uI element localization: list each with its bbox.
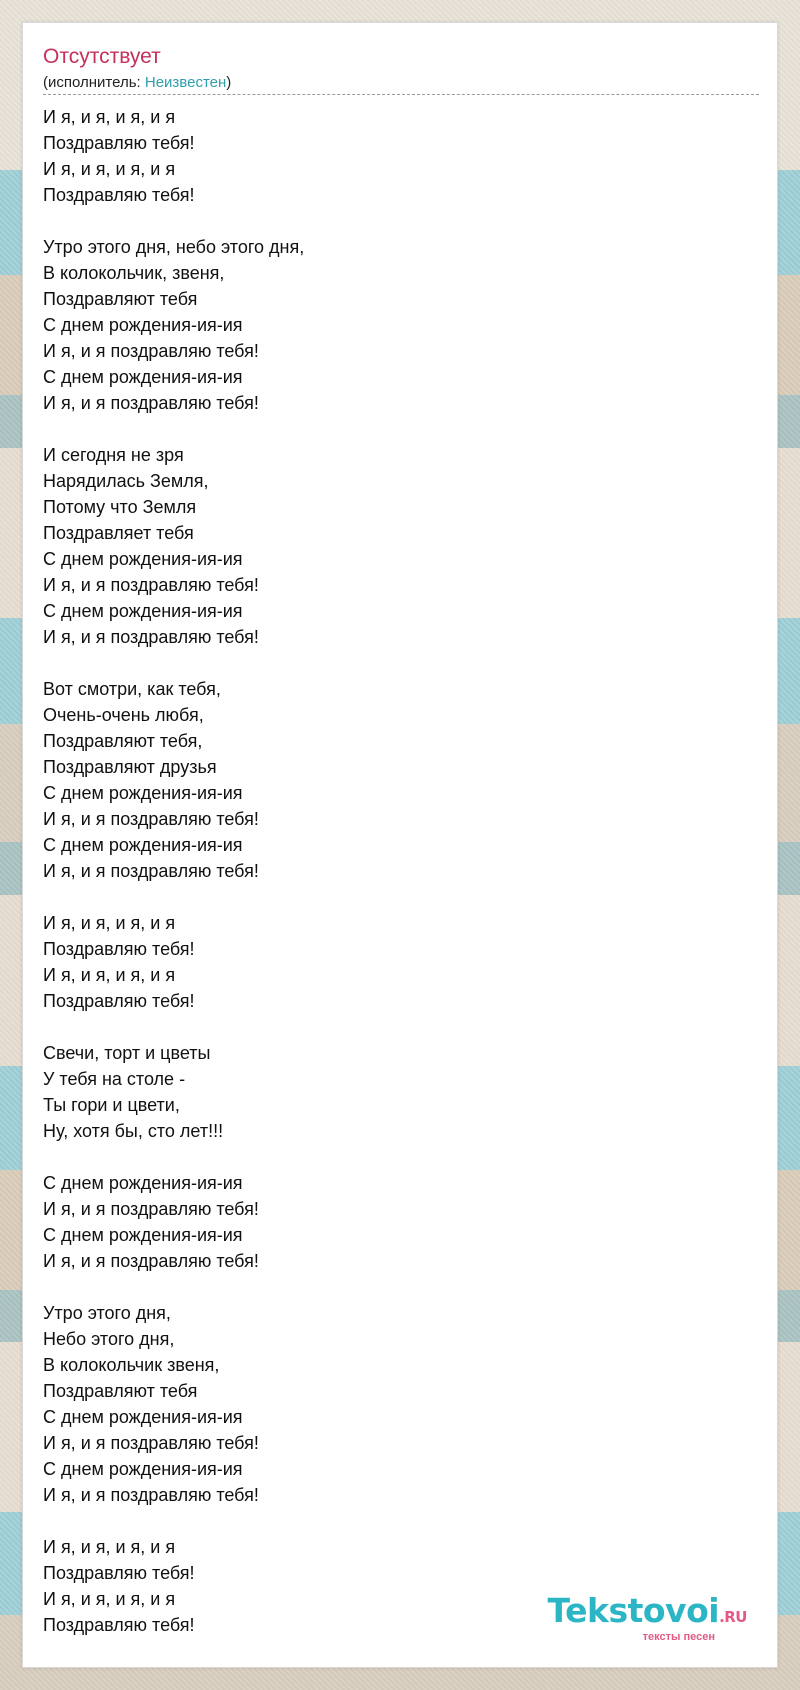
lyrics-line: Ты гори и цвети, [43, 1095, 180, 1115]
lyrics-line: Поздравляю тебя! [43, 991, 195, 1011]
lyrics-line: И я, и я поздравляю тебя! [43, 575, 259, 595]
logo-tld: .RU [719, 1608, 747, 1626]
lyrics-line: Поздравляет тебя [43, 523, 194, 543]
lyrics-line: Потому что Земля [43, 497, 197, 517]
lyrics-stanza [43, 442, 743, 650]
lyrics-line: И я, и я поздравляю тебя! [43, 341, 259, 361]
site-logo[interactable] [547, 1591, 747, 1643]
lyrics-line: С днем рождения-ия-ия [43, 601, 243, 621]
artist-suffix: ) [226, 74, 232, 91]
lyrics-line: И я, и я, и я, и я [43, 965, 176, 985]
logo-wordmark [547, 1591, 747, 1634]
lyrics-line: Вот смотри, как тебя, [43, 679, 221, 699]
lyrics-line: Поздравляют тебя, [43, 731, 203, 751]
lyrics-line: Поздравляют друзья [43, 757, 217, 777]
artist-line [43, 74, 231, 91]
logo-tagline: тексты песен [642, 1631, 715, 1643]
lyrics-line: Небо этого дня, [43, 1329, 175, 1349]
lyrics-line: Очень-очень любя, [43, 705, 204, 725]
lyrics-line: Свечи, торт и цветы [43, 1043, 211, 1063]
lyrics-line: С днем рождения-ия-ия [43, 367, 243, 387]
lyrics-stanza [43, 910, 743, 1014]
lyrics-line: И я, и я поздравляю тебя! [43, 1199, 259, 1219]
lyrics-line: И сегодня не зря [43, 445, 184, 465]
lyrics-line: И я, и я, и я, и я [43, 159, 176, 179]
lyrics-line: С днем рождения-ия-ия [43, 783, 243, 803]
lyrics-line: В колокольчик звеня, [43, 1355, 220, 1375]
lyrics-line: Утро этого дня, небо этого дня, [43, 237, 305, 257]
lyrics-stanza [43, 676, 743, 884]
lyrics-line: С днем рождения-ия-ия [43, 1459, 243, 1479]
lyrics-stanza [43, 1300, 743, 1508]
artist-link[interactable]: Неизвестен [144, 74, 227, 91]
lyrics-line: И я, и я поздравляю тебя! [43, 809, 259, 829]
lyrics-line: С днем рождения-ия-ия [43, 1173, 243, 1193]
lyrics-line: Нарядилась Земля, [43, 471, 209, 491]
lyrics-line: Поздравляю тебя! [43, 1615, 195, 1635]
lyrics-line: Поздравляю тебя! [43, 133, 195, 153]
lyrics-line: Утро этого дня, [43, 1303, 171, 1323]
lyrics-line: Поздравляют тебя [43, 289, 198, 309]
song-title: Отсутствует [43, 45, 161, 68]
lyrics-line: И я, и я, и я, и я [43, 913, 176, 933]
artist-prefix: (исполнитель: [43, 74, 145, 91]
lyrics-line: С днем рождения-ия-ия [43, 549, 243, 569]
lyrics-line: И я, и я поздравляю тебя! [43, 861, 259, 881]
lyrics-line: В колокольчик, звеня, [43, 263, 225, 283]
lyrics-line: С днем рождения-ия-ия [43, 1407, 243, 1427]
lyrics-card [22, 22, 778, 1668]
lyrics-stanza [43, 1170, 743, 1274]
lyrics-line: Поздравляю тебя! [43, 1563, 195, 1583]
lyrics-stanza [43, 234, 743, 416]
lyrics-line: У тебя на столе - [43, 1069, 186, 1089]
lyrics-line: С днем рождения-ия-ия [43, 315, 243, 335]
lyrics-line: Поздравляю тебя! [43, 939, 195, 959]
lyrics-line: И я, и я, и я, и я [43, 1589, 176, 1609]
lyrics-line: И я, и я, и я, и я [43, 1537, 176, 1557]
title-divider [43, 94, 759, 95]
lyrics-line: Ну, хотя бы, сто лет!!! [43, 1121, 224, 1141]
lyrics-line: И я, и я поздравляю тебя! [43, 1485, 259, 1505]
lyrics-line: И я, и я поздравляю тебя! [43, 393, 259, 413]
lyrics-line: И я, и я, и я, и я [43, 107, 176, 127]
lyrics-line: Поздравляю тебя! [43, 185, 195, 205]
lyrics-line: И я, и я поздравляю тебя! [43, 1433, 259, 1453]
lyrics-text [43, 104, 743, 1638]
lyrics-line: С днем рождения-ия-ия [43, 835, 243, 855]
lyrics-line: И я, и я поздравляю тебя! [43, 627, 259, 647]
lyrics-line: Поздравляют тебя [43, 1381, 198, 1401]
lyrics-stanza [43, 1040, 743, 1144]
lyrics-line: И я, и я поздравляю тебя! [43, 1251, 259, 1271]
logo-name: Tekstovoi [547, 1591, 720, 1630]
lyrics-line: С днем рождения-ия-ия [43, 1225, 243, 1245]
lyrics-stanza [43, 104, 743, 208]
